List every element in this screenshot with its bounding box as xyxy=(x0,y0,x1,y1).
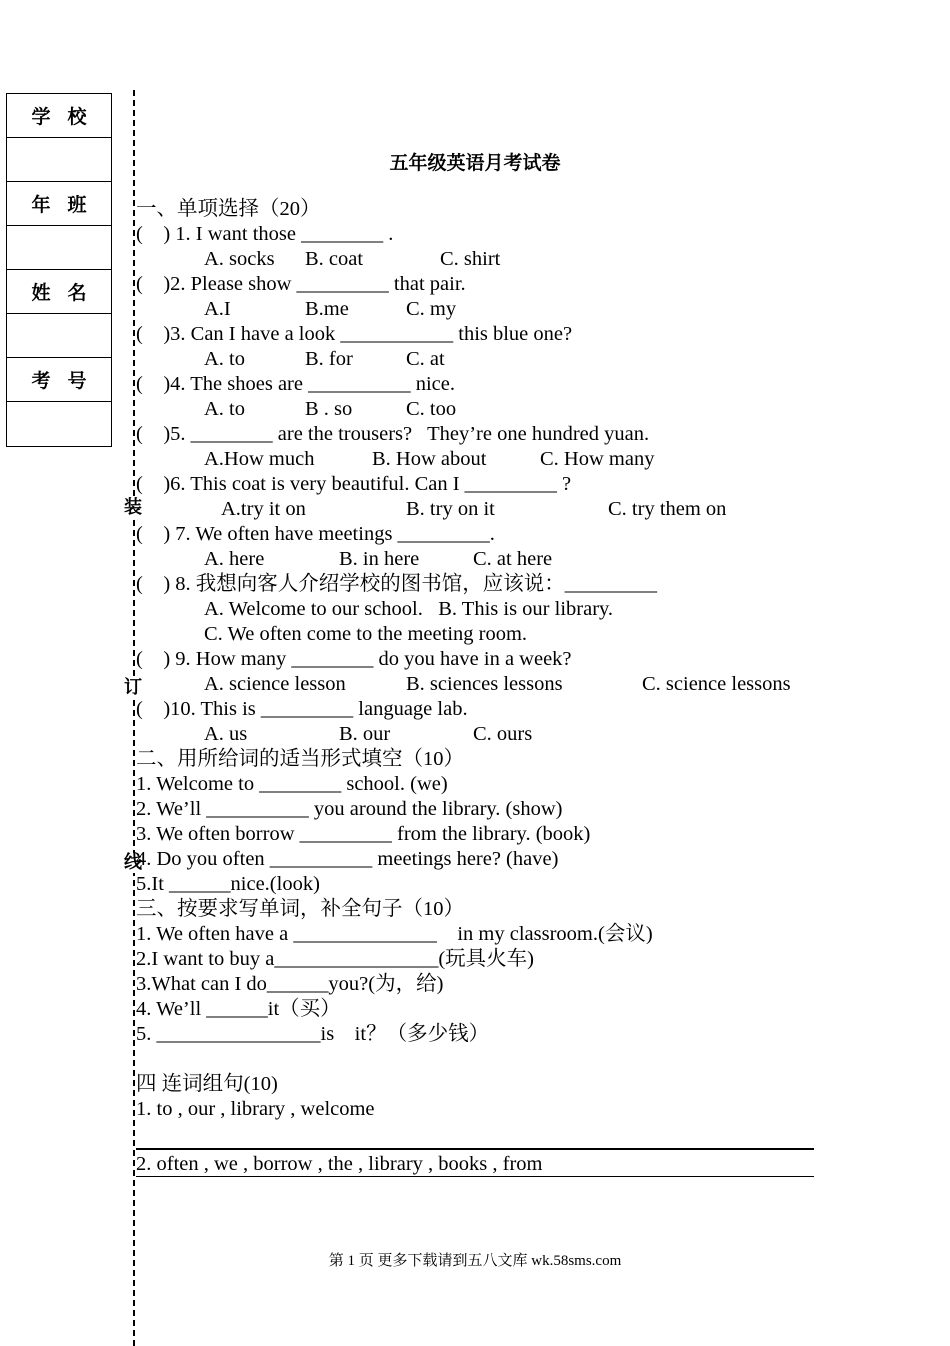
option-a[interactable]: A.How much xyxy=(204,448,315,470)
binding-char: 订 xyxy=(124,677,142,698)
question-stem: ( ) 8. 我想向客人介绍学校的图书馆，应该说：_________ xyxy=(136,573,658,595)
option-c[interactable]: C. ours xyxy=(473,723,533,745)
option-c[interactable]: C. at here xyxy=(473,548,553,570)
option-b[interactable]: B. How about xyxy=(372,448,487,470)
option-b[interactable]: B. in here xyxy=(339,548,420,570)
option-b[interactable]: B. for xyxy=(305,348,353,370)
question-stem: ( ) 1. I want those ________ . xyxy=(136,223,394,245)
page-title: 五年级英语月考试卷 xyxy=(389,152,561,174)
section-heading: 三、按要求写单词，补全句子（10） xyxy=(136,898,464,920)
exam-number-field[interactable] xyxy=(7,402,111,446)
option-a[interactable]: A. to xyxy=(204,348,245,370)
fill-item[interactable]: 1. We often have a ______________ in my classroom.(会议) xyxy=(136,923,653,945)
class-field[interactable] xyxy=(7,226,111,270)
binding-line xyxy=(133,90,135,1346)
exam-number-label xyxy=(7,358,111,402)
fill-item[interactable]: 4. We’ll ______it（买） xyxy=(136,998,341,1020)
question-stem: ( )10. This is _________ language lab. xyxy=(136,698,468,720)
question-stem: ( )3. Can I have a look ___________ this blue one? xyxy=(136,323,573,345)
name-label xyxy=(7,270,111,314)
label-char: 班 xyxy=(67,194,87,216)
label-char: 考 xyxy=(31,370,51,392)
school-label xyxy=(7,94,111,138)
fill-item[interactable]: 4. Do you often __________ meetings here? (have) xyxy=(136,848,559,870)
option-a[interactable]: A. us xyxy=(204,723,248,745)
option-a[interactable]: A. here xyxy=(204,548,265,570)
label-char: 名 xyxy=(67,282,87,304)
section-heading: 一、单项选择（20） xyxy=(136,198,321,220)
option-a[interactable]: A.try it on xyxy=(221,498,306,520)
fill-item[interactable]: 3. We often borrow _________ from the library. (book) xyxy=(136,823,591,845)
question-stem: ( )2. Please show _________ that pair. xyxy=(136,273,466,295)
fill-item[interactable]: 5.It ______nice.(look) xyxy=(136,873,320,895)
fill-item[interactable]: 3.What can I do______you?(为，给) xyxy=(136,973,444,995)
answer-line[interactable] xyxy=(136,1148,814,1150)
label-char: 号 xyxy=(67,370,87,392)
option-c[interactable]: C. too xyxy=(406,398,457,420)
question-stem: ( )5. ________ are the trousers? They’re one hundred yuan. xyxy=(136,423,650,445)
sentence-item: 1. to , our , library , welcome xyxy=(136,1098,375,1120)
option-c[interactable]: C. shirt xyxy=(440,248,501,270)
question-stem: ( )4. The shoes are __________ nice. xyxy=(136,373,456,395)
label-char: 校 xyxy=(67,106,87,128)
fill-item[interactable]: 1. Welcome to ________ school. (we) xyxy=(136,773,448,795)
option-b[interactable]: B. coat xyxy=(305,248,364,270)
option-b[interactable]: B. our xyxy=(339,723,391,745)
option-c[interactable]: C. try them on xyxy=(608,498,727,520)
option-c[interactable]: C. science lessons xyxy=(642,673,791,695)
question-stem: ( ) 9. How many ________ do you have in a week? xyxy=(136,648,572,670)
question-stem: ( )6. This coat is very beautiful. Can I _________ ? xyxy=(136,473,572,495)
option-c[interactable]: C. my xyxy=(406,298,457,320)
fill-item[interactable]: 2.I want to buy a________________(玩具火车) xyxy=(136,948,534,970)
option-b[interactable]: B . so xyxy=(305,398,353,420)
option-c[interactable]: C. at xyxy=(406,348,445,370)
option-c[interactable]: C. We often come to the meeting room. xyxy=(204,623,528,645)
question-stem: ( ) 7. We often have meetings _________. xyxy=(136,523,495,545)
option-b[interactable]: B.me xyxy=(305,298,349,320)
class-label xyxy=(7,182,111,226)
section-heading: 二、用所给词的适当形式填空（10） xyxy=(136,748,464,770)
answer-line[interactable] xyxy=(136,1176,814,1177)
option-b[interactable]: B. sciences lessons xyxy=(406,673,563,695)
page-footer: 第 1 页 更多下载请到五八文库 wk.58sms.com xyxy=(328,1253,622,1269)
option-c[interactable]: C. How many xyxy=(540,448,655,470)
binding-char: 线 xyxy=(124,852,142,873)
label-char: 学 xyxy=(31,106,51,128)
name-field[interactable] xyxy=(7,314,111,358)
label-char: 年 xyxy=(31,194,51,216)
fill-item[interactable]: 2. We’ll __________ you around the library. (show) xyxy=(136,798,563,820)
label-char: 姓 xyxy=(31,282,51,304)
option-ab[interactable]: A. Welcome to our school. B. This is our library. xyxy=(204,598,614,620)
option-b[interactable]: B. try on it xyxy=(406,498,495,520)
option-a[interactable]: A. to xyxy=(204,398,245,420)
section-heading: 四 连词组句(10) xyxy=(136,1073,278,1095)
option-a[interactable]: A. socks xyxy=(204,248,275,270)
sentence-item: 2. often , we , borrow , the , library , books , from xyxy=(136,1153,543,1175)
student-info-box xyxy=(6,93,112,447)
binding-char: 装 xyxy=(124,497,142,518)
fill-item[interactable]: 5. ________________is it？（多少钱） xyxy=(136,1023,490,1045)
option-a[interactable]: A. science lesson xyxy=(204,673,346,695)
option-a[interactable]: A.I xyxy=(204,298,231,320)
